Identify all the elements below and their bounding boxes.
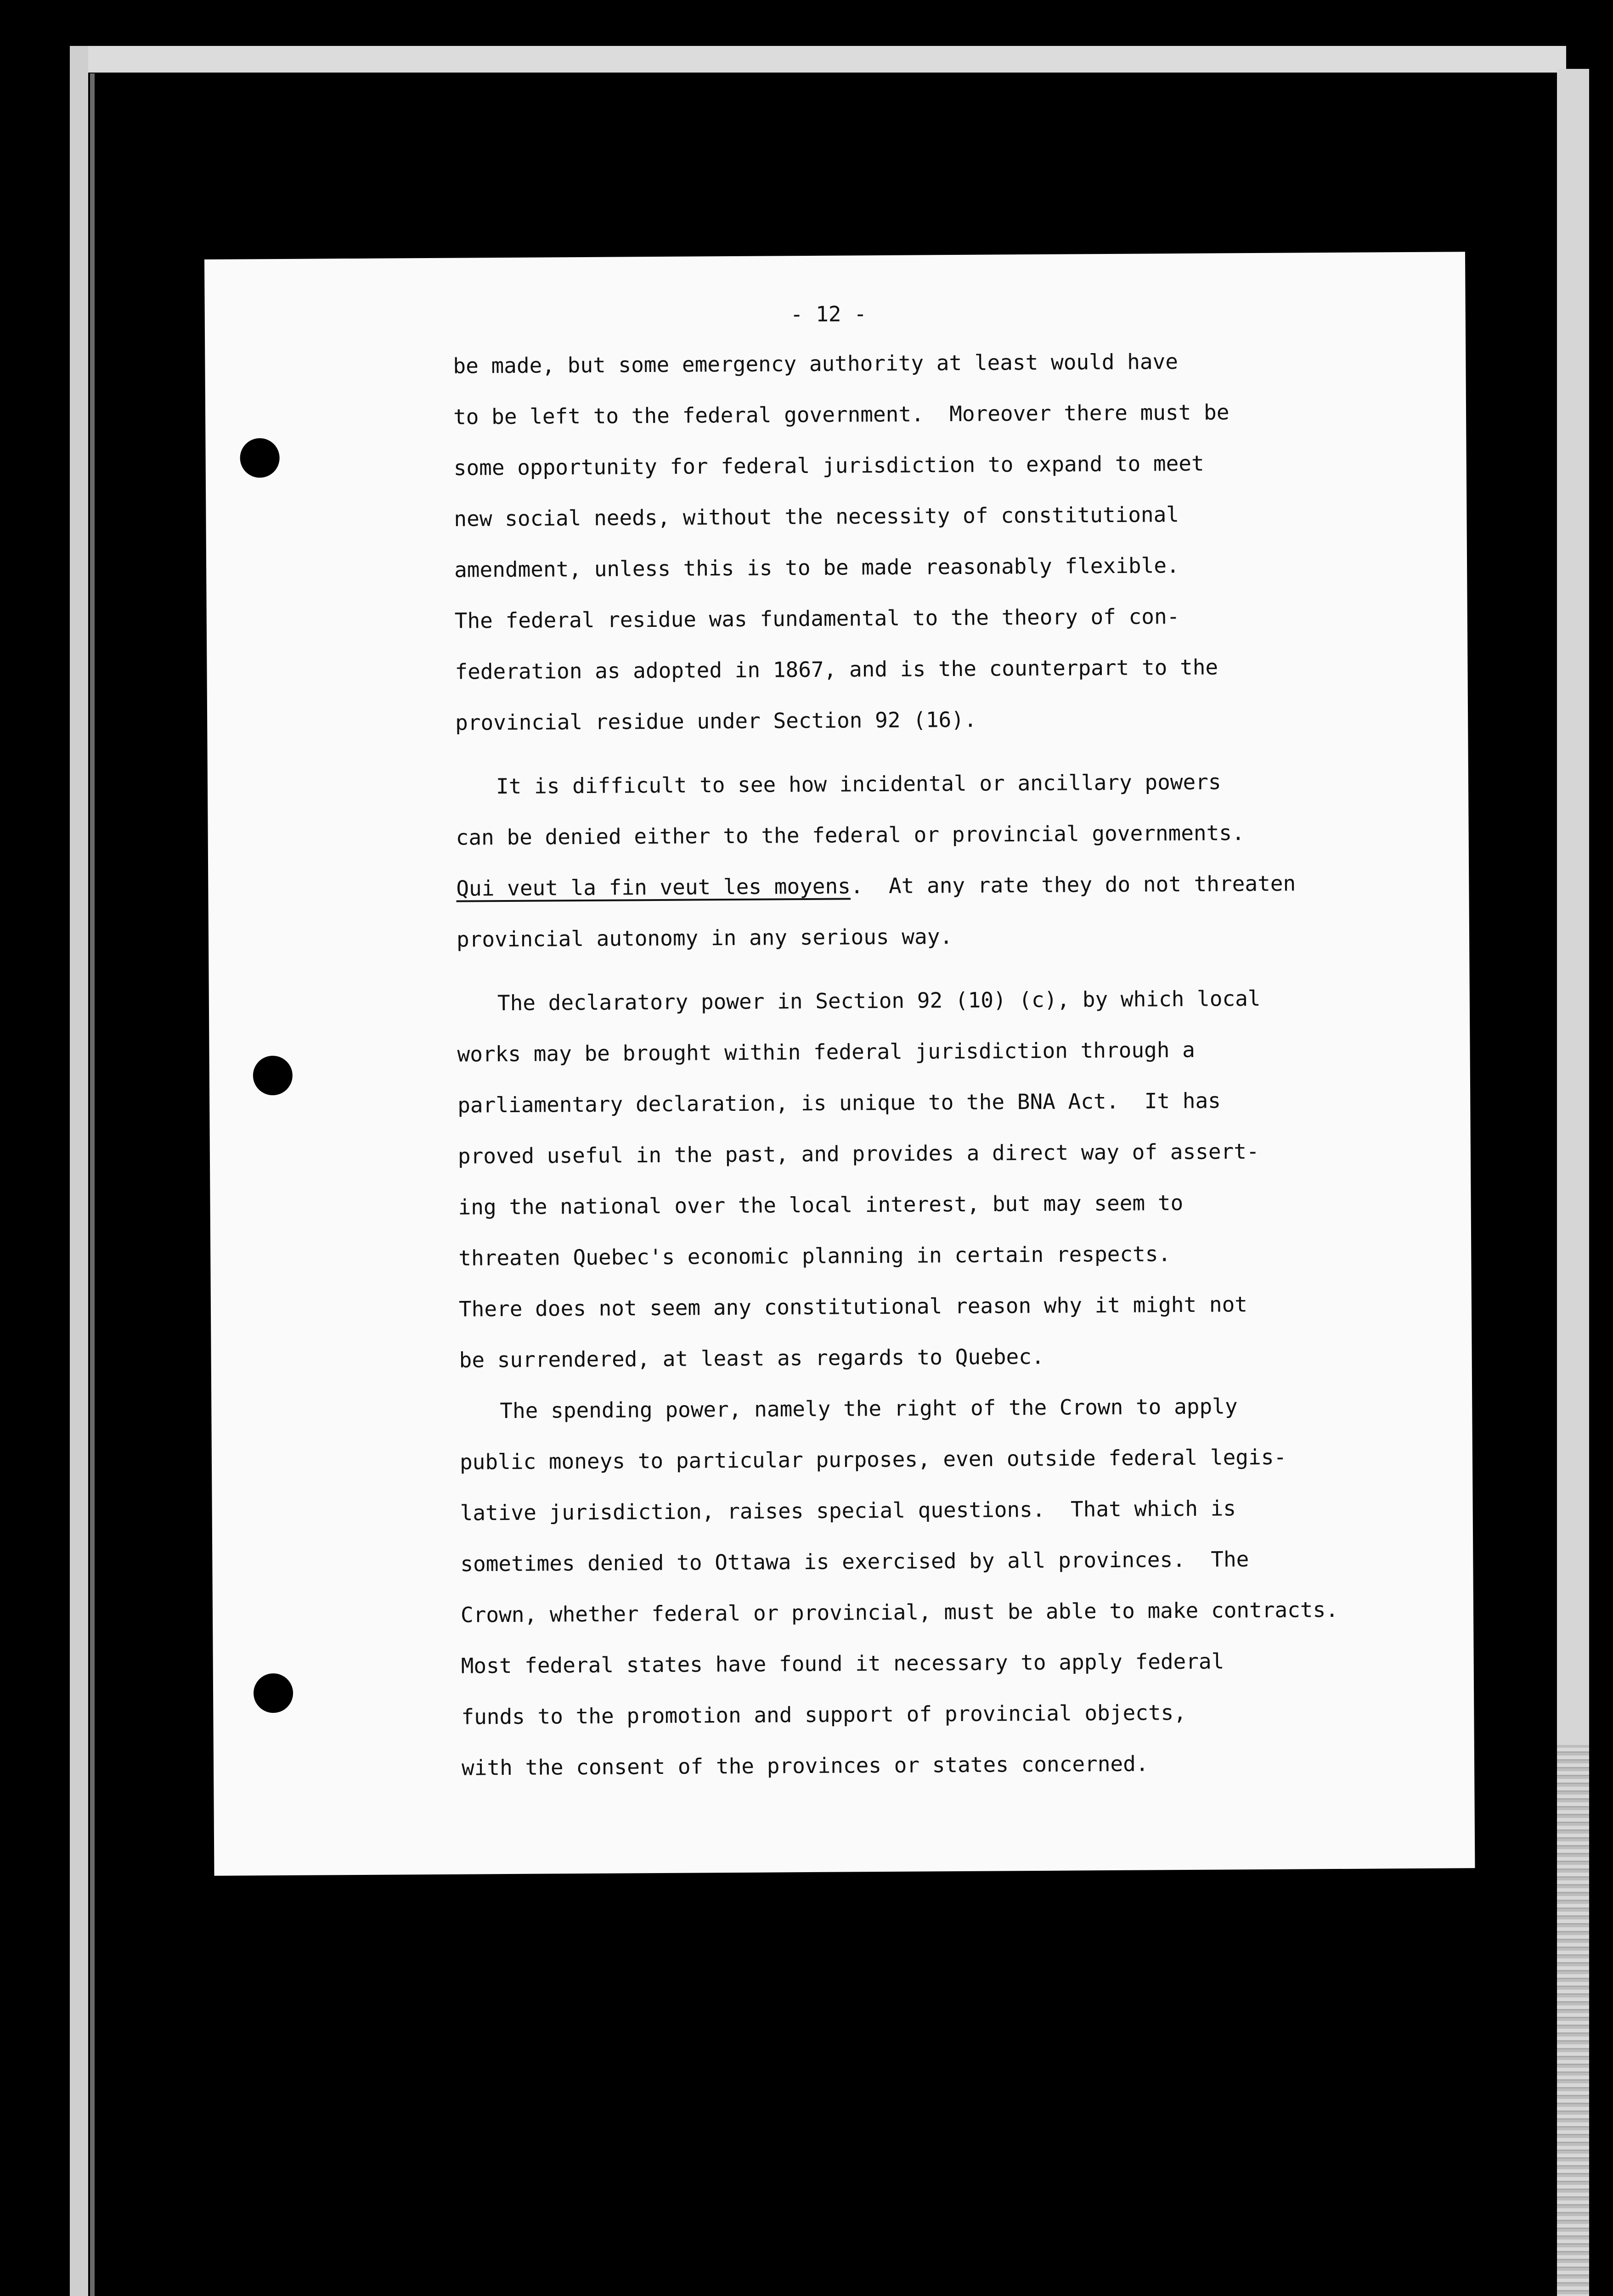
text-line: The declaratory power in Section 92 (10) (c), by which local [497, 985, 1261, 1016]
text-line: federation as adopted in 1867, and is the counterpart to the [455, 654, 1218, 684]
latin-maxim: Qui veut la fin veut les moyens [456, 873, 851, 901]
text-line: threaten Quebec's economic planning in certain respects. [458, 1241, 1171, 1271]
text-line: be surrendered, at least as regards to Quebec. [459, 1344, 1044, 1373]
text-line: Most federal states have found it necessary to apply federal [461, 1649, 1224, 1678]
text-line: amendment, unless this is to be made reasonably flexible. [454, 553, 1179, 582]
text-line: provincial autonomy in any serious way. [456, 924, 953, 952]
text-line: The spending power, namely the right of the Crown to apply [500, 1394, 1238, 1424]
text-line-remainder: . At any rate they do not threaten [850, 871, 1296, 899]
film-frame-right-speckle [1557, 1745, 1589, 2296]
text-line: be made, but some emergency authority at least would have [453, 349, 1179, 378]
text-line: provincial residue under Section 92 (16). [455, 707, 977, 735]
text-line: The federal residue was fundamental to the theory of con- [454, 604, 1180, 633]
punch-hole [240, 438, 280, 478]
text-line: proved useful in the past, and provides a direct way of assert- [457, 1139, 1259, 1169]
text-line: funds to the promotion and support of provincial objects, [461, 1699, 1187, 1729]
text-line: parliamentary declaration, is unique to the BNA Act. It has [457, 1088, 1221, 1118]
text-line: ing the national over the local interest, but may seem to [458, 1190, 1184, 1220]
text-line: some opportunity for federal jurisdiction to expand to meet [453, 450, 1204, 480]
text-line: works may be brought within federal jurisdiction through a [457, 1037, 1195, 1067]
punch-hole [253, 1056, 293, 1096]
text-line: Crown, whether federal or provincial, must be able to make contracts. [460, 1597, 1339, 1627]
film-frame-top [73, 46, 1566, 73]
punch-hole [254, 1673, 293, 1713]
text-line: lative jurisdiction, raises special questions. That which is [460, 1496, 1236, 1525]
text-line: can be denied either to the federal or provincial governments. [456, 820, 1245, 850]
text-line: It is difficult to see how incidental or ancillary powers [496, 769, 1221, 799]
text-line: new social needs, without the necessity of constitutional [454, 502, 1179, 531]
document-body [453, 334, 1472, 1793]
text-line: sometimes denied to Ottawa is exercised by all provinces. The [460, 1547, 1249, 1576]
film-frame-left-edge [90, 73, 95, 2296]
document-page [204, 252, 1475, 1876]
text-line: with the consent of the provinces or states concerned. [461, 1751, 1149, 1780]
text-line: public moneys to particular purposes, even outside federal legis- [459, 1444, 1287, 1474]
film-frame-left [70, 46, 88, 2296]
page-number: - 12 - [790, 301, 867, 327]
text-line: to be left to the federal government. Moreover there must be [453, 400, 1229, 429]
text-line-with-underline [456, 857, 1467, 914]
text-line: There does not seem any constitutional reason why it might not [458, 1292, 1248, 1322]
